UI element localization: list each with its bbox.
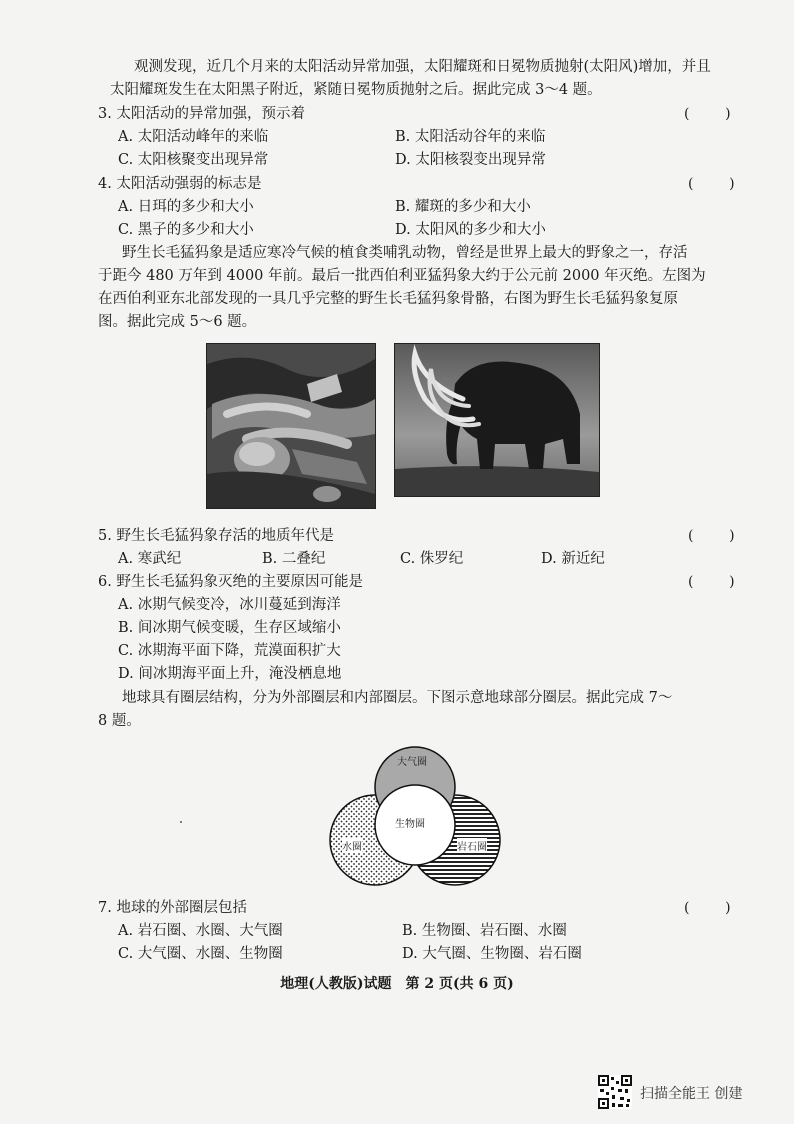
intro2-line3: 在西伯利亚东北部发现的一具几乎完整的野生长毛猛犸象骨骼，右图为野生长毛猛犸象复原 xyxy=(98,291,678,307)
watermark-text: 扫描全能王 创建 xyxy=(640,1086,743,1102)
intro2-line4: 图。据此完成 5～6 题。 xyxy=(98,314,257,330)
page-footer: 地理(人教版)试题 第 2 页(共 6 页) xyxy=(280,976,514,992)
venn-label-hydrosphere: 水圈 xyxy=(342,838,362,853)
earth-spheres-diagram xyxy=(325,745,505,895)
q6-option-b: B. 间冰期气候变暖，生存区域缩小 xyxy=(118,620,341,636)
q3-answer-paren: ( ) xyxy=(684,106,731,122)
venn-label-biosphere: 生物圈 xyxy=(395,819,425,830)
q3-option-c: C. 太阳核聚变出现异常 xyxy=(118,152,269,168)
q4-option-c: C. 黑子的多少和大小 xyxy=(118,222,254,238)
q5-answer-paren: ( ) xyxy=(688,528,735,544)
mammoth-reconstruction-photo xyxy=(394,343,600,497)
intro2-line1: 野生长毛猛犸象是适应寒冷气候的植食类哺乳动物，曾经是世界上最大的野象之一，存活 xyxy=(122,245,688,261)
q7-stem: 7. 地球的外部圈层包括 xyxy=(98,900,247,916)
q5-option-b: B. 二叠纪 xyxy=(262,551,326,567)
q3-option-d: D. 太阳核裂变出现异常 xyxy=(395,152,546,168)
q4-stem: 4. 太阳活动强弱的标志是 xyxy=(98,176,262,192)
q5-option-c: C. 侏罗纪 xyxy=(400,551,464,567)
q5-option-d: D. 新近纪 xyxy=(541,551,605,567)
q3-option-b: B. 太阳活动谷年的来临 xyxy=(395,129,546,145)
q4-option-a: A. 日珥的多少和大小 xyxy=(118,199,254,215)
intro1-line2: 太阳耀斑发生在太阳黑子附近，紧随日冕物质抛射之后。据此完成 3～4 题。 xyxy=(110,82,602,98)
q6-answer-paren: ( ) xyxy=(688,574,735,590)
q5-option-a: A. 寒武纪 xyxy=(118,551,182,567)
q3-option-a: A. 太阳活动峰年的来临 xyxy=(118,129,269,145)
q4-answer-paren: ( ) xyxy=(688,176,735,192)
q6-option-c: C. 冰期海平面下降，荒漠面积扩大 xyxy=(118,643,341,659)
q6-option-a: A. 冰期气候变冷，冰川蔓延到海洋 xyxy=(118,597,341,613)
q7-option-c: C. 大气圈、水圈、生物圈 xyxy=(118,946,283,962)
q4-option-d: D. 太阳风的多少和大小 xyxy=(395,222,546,238)
intro2-line2: 于距今 480 万年到 4000 年前。最后一批西伯利亚猛犸象大约于公元前 2000 年灭绝。左图为 xyxy=(98,268,706,284)
intro3-line2: 8 题。 xyxy=(98,713,141,729)
q3-stem: 3. 太阳活动的异常加强，预示着 xyxy=(98,106,305,122)
q6-option-d: D. 间冰期海平面上升，淹没栖息地 xyxy=(118,666,342,682)
q7-option-b: B. 生物圈、岩石圈、水圈 xyxy=(402,923,567,939)
speck xyxy=(180,821,182,823)
q7-answer-paren: ( ) xyxy=(684,900,731,916)
q7-option-a: A. 岩石圈、水圈、大气圈 xyxy=(118,923,283,939)
intro1-line1: 观测发现，近几个月来的太阳活动异常加强，太阳耀斑和日冕物质抛射(太阳风)增加，并且 xyxy=(134,59,711,75)
q7-option-d: D. 大气圈、生物圈、岩石圈 xyxy=(402,946,582,962)
venn-label-atmosphere: 大气圈 xyxy=(397,757,427,768)
qr-code-icon xyxy=(598,1075,632,1109)
q5-stem: 5. 野生长毛猛犸象存活的地质年代是 xyxy=(98,528,334,544)
q4-option-b: B. 耀斑的多少和大小 xyxy=(395,199,531,215)
venn-label-lithosphere: 岩石圈 xyxy=(457,838,487,853)
mammoth-skeleton-photo xyxy=(206,343,376,509)
q6-stem: 6. 野生长毛猛犸象灭绝的主要原因可能是 xyxy=(98,574,363,590)
intro3-line1: 地球具有圈层结构，分为外部圈层和内部圈层。下图示意地球部分圈层。据此完成 7～ xyxy=(122,690,673,706)
